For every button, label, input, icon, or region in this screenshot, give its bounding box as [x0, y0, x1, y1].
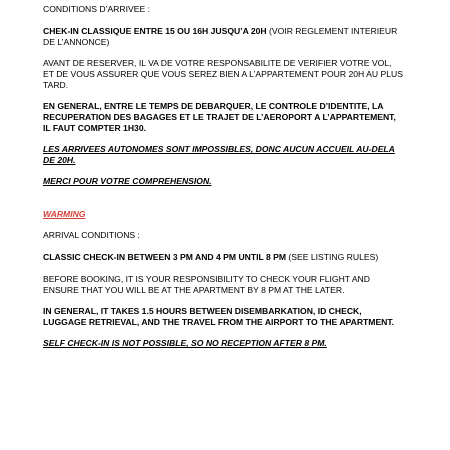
fr-checkin-rest: (VOIR REGLEMENT INTERIEUR DE L’ANNONCE)	[43, 26, 398, 47]
fr-general-paragraph: EN GENERAL, ENTRE LE TEMPS DE DEBARQUER, LE CONTROLE D’IDENTITE, LA RECUPERATION DES BAGAGES ET LE TRAJET DE L’AEROPORT A L’APPARTEMENT, IL FAUT COMPTER 1H30.	[43, 101, 396, 133]
en-checkin-paragraph	[43, 252, 403, 263]
en-self-paragraph: SELF CHECK-IN IS NOT POSSIBLE, SO NO RECEPTION AFTER 8 PM.	[43, 338, 327, 348]
fr-autonomes-paragraph: LES ARRIVEES AUTONOMES SONT IMPOSSIBLES, DONC AUCUN ACCUEIL AU-DELA DE 20H.	[43, 144, 395, 165]
fr-checkin-paragraph	[43, 26, 403, 48]
fr-merci-paragraph: MERCI POUR VOTRE COMPREHENSION.	[43, 176, 212, 186]
en-checkin-bold: CLASSIC CHECK-IN BETWEEN 3 PM AND 4 PM UNTIL 8 PM	[43, 252, 287, 262]
fr-heading: CONDITIONS D’ARRIVEE :	[43, 4, 150, 14]
en-before-paragraph: BEFORE BOOKING, IT IS YOUR RESPONSIBILITY TO CHECK YOUR FLIGHT AND ENSURE THAT YOU WILL BE AT THE APARTMENT BY 8 PM AT THE LATER.	[43, 274, 370, 295]
fr-checkin-bold: CHEK-IN CLASSIQUE ENTRE 15 OU 16H JUSQU’A 20H	[43, 26, 267, 36]
fr-avant-paragraph: AVANT DE RESERVER, IL VA DE VOTRE RESPONSABILITE DE VERIFIER VOTRE VOL, ET DE VOUS ASSURER QUE VOUS SEREZ BIEN A L’APPARTEMENT POUR 20H AU PLUS TARD.	[43, 58, 403, 90]
warning-label: WARMING	[43, 209, 86, 219]
en-heading: ARRIVAL CONDITIONS :	[43, 230, 140, 240]
en-checkin-rest: (SEE LISTING RULES)	[286, 252, 379, 262]
document-page	[43, 4, 403, 349]
en-general-paragraph: IN GENERAL, IT TAKES 1.5 HOURS BETWEEN DISEMBARKATION, ID CHECK, LUGGAGE RETRIEVAL, AND THE TRAVEL FROM THE AIRPORT TO THE APARTMENT.	[43, 306, 395, 327]
